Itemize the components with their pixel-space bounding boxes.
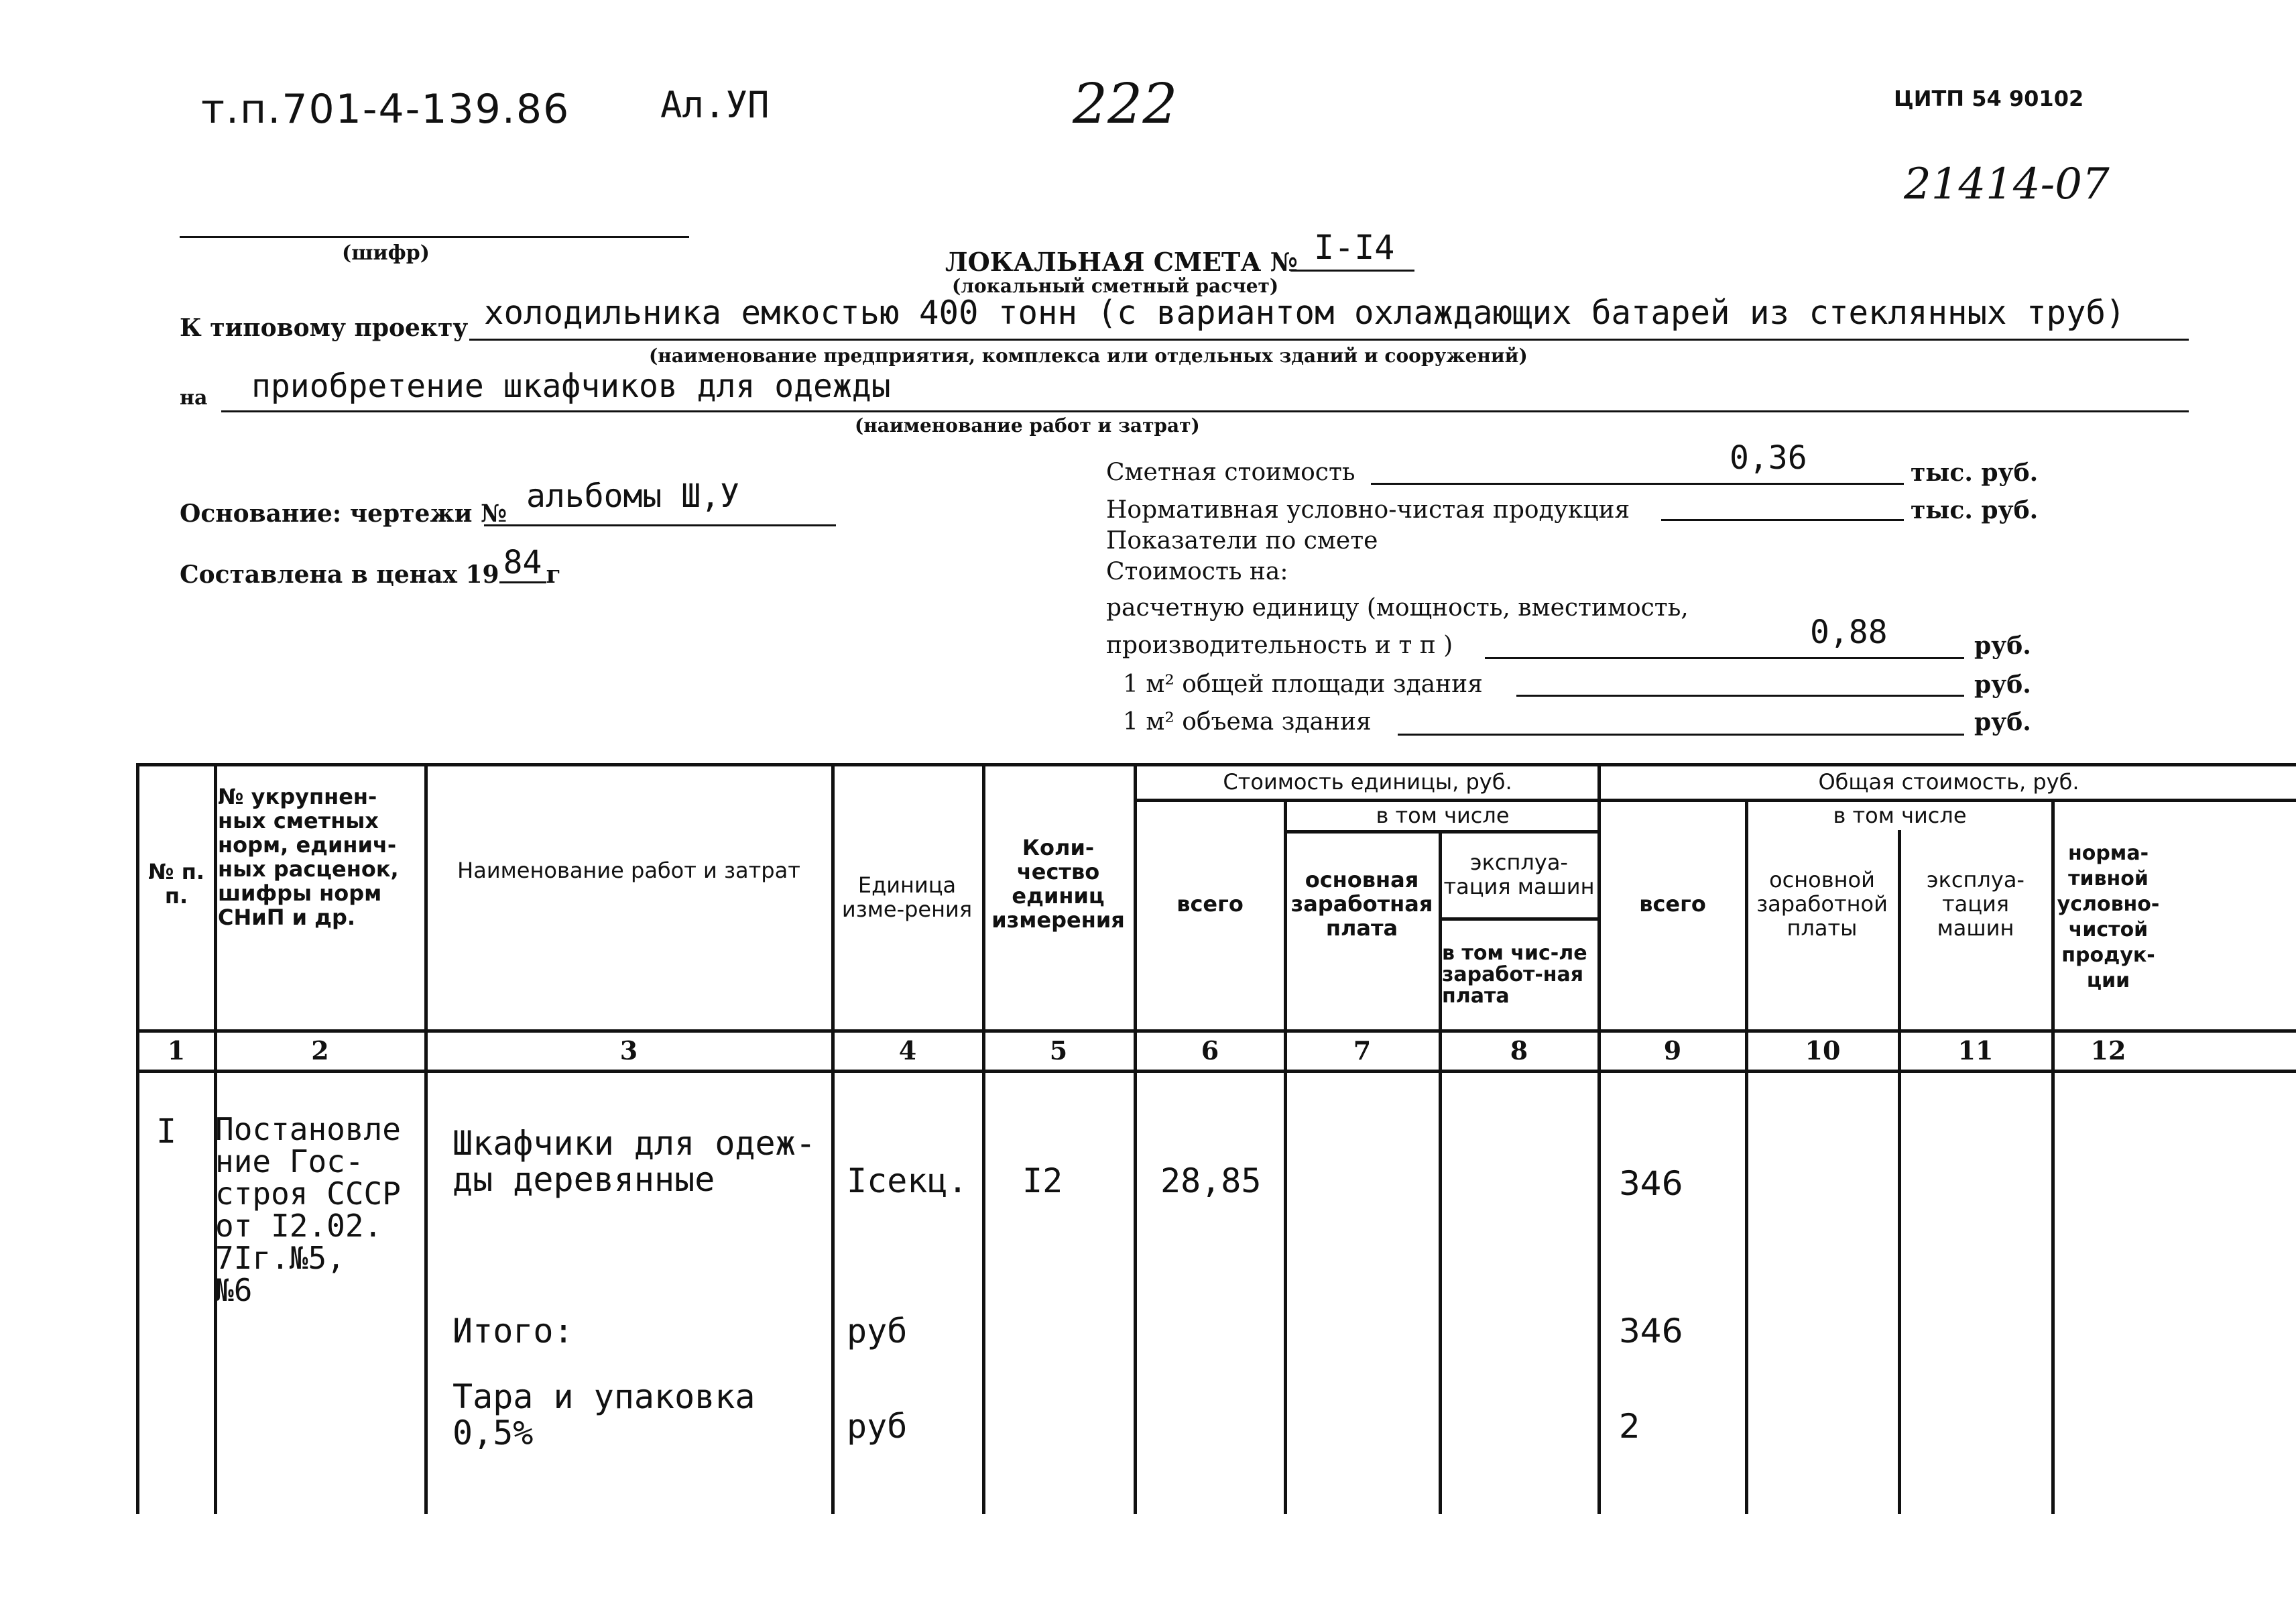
inventory-number: 21414-07 bbox=[1904, 160, 2110, 209]
prices-label bbox=[180, 544, 561, 593]
col-number-7: 7 bbox=[1353, 1035, 1372, 1066]
unit-value: 0,88 bbox=[1810, 614, 1888, 651]
col-number-6: 6 bbox=[1201, 1035, 1219, 1066]
col-number-3: 3 bbox=[619, 1035, 638, 1066]
row1-quantity: I2 bbox=[1022, 1161, 1063, 1200]
cipher-caption: (шифр) bbox=[342, 241, 430, 265]
col-number-5: 5 bbox=[1049, 1035, 1068, 1066]
page-number: 222 bbox=[1073, 72, 1178, 136]
packing-name: Тара и упаковка 0,5% bbox=[452, 1377, 756, 1452]
packing-total: 2 bbox=[1619, 1407, 1640, 1446]
col-number-1: 1 bbox=[167, 1035, 186, 1066]
normative-label: Нормативная условно-чистая продукция bbox=[1106, 496, 1630, 524]
basis-line bbox=[484, 524, 836, 526]
volume-line bbox=[1398, 734, 1964, 736]
col-number-4: 4 bbox=[898, 1035, 917, 1066]
header-unit-cost-group: Стоимость единицы, руб. bbox=[1223, 769, 1512, 795]
album-label: Ал.УП bbox=[660, 84, 770, 126]
project-caption: (наименование предприятия, комплекса или отдельных зданий и сооружений) bbox=[649, 345, 1528, 367]
project-code: т.п.701-4-139.86 bbox=[201, 86, 570, 133]
subtotal-unit: руб bbox=[847, 1312, 908, 1351]
basis-value: альбомы Ш,У bbox=[526, 477, 739, 515]
header-total-cost-group: Общая стоимость, руб. bbox=[1818, 769, 2079, 795]
prices-label-start: Составлена в ценах 19 bbox=[180, 561, 499, 589]
row1-norm: Постановле ние Гос- строя СССР от I2.02. 7Iг.№5, №6 bbox=[215, 1111, 401, 1308]
indicators-label: Показатели по смете bbox=[1106, 527, 1378, 555]
subtotal-name: Итого: bbox=[452, 1312, 574, 1351]
area-label: 1 м² общей площади здания bbox=[1123, 671, 1483, 698]
prices-year: 84 bbox=[499, 544, 546, 583]
header-quantity: Коли-чество единиц измерения bbox=[991, 835, 1125, 933]
estimate-table bbox=[136, 763, 2296, 1514]
project-line bbox=[469, 339, 2189, 341]
row1-unit-total: 28,85 bbox=[1160, 1161, 1262, 1200]
works-value: приобретение шкафчиков для одежды bbox=[251, 367, 891, 405]
header-row-number: № п. п. bbox=[148, 859, 204, 909]
estimated-cost-line bbox=[1371, 483, 1904, 485]
normative-line bbox=[1661, 519, 1904, 521]
area-rub: руб. bbox=[1974, 671, 2031, 699]
estimated-cost-unit: тыс. руб. bbox=[1911, 459, 2039, 487]
works-caption: (наименование работ и затрат) bbox=[855, 414, 1200, 437]
header-machine-op: эксплуа-тация машин bbox=[1443, 850, 1595, 899]
header-unit-all: всего bbox=[1176, 891, 1244, 917]
prices-label-end: г bbox=[546, 561, 561, 589]
header-norm: № укрупнен-ных сметных норм, единич-ных расценок, шифры норм СНиП и др. bbox=[218, 784, 399, 930]
normative-unit: тыс. руб. bbox=[1911, 496, 2039, 524]
volume-label: 1 м² объема здания bbox=[1123, 708, 1372, 736]
col-number-12: 12 bbox=[2090, 1035, 2126, 1066]
registry-code: ЦИТП 54 90102 bbox=[1894, 86, 2084, 111]
col-number-8: 8 bbox=[1510, 1035, 1528, 1066]
project-label: К типовому проекту bbox=[180, 314, 469, 342]
estimate-title: ЛОКАЛЬНАЯ СМЕТА № bbox=[945, 247, 1298, 277]
unit-label-line1: расчетную единицу (мощность, вместимость, bbox=[1106, 594, 1689, 622]
estimate-subcaption: (локальный сметный расчет) bbox=[952, 275, 1279, 297]
row1-total: 346 bbox=[1619, 1164, 1683, 1203]
col-rule-10 bbox=[1898, 830, 1901, 1514]
row1-unit: Iсекц. bbox=[847, 1161, 968, 1200]
header-base-wage: основная заработная плата bbox=[1290, 867, 1433, 941]
col-rule-3 bbox=[831, 763, 835, 1514]
row1-number: I bbox=[156, 1112, 177, 1151]
estimated-cost-value: 0,36 bbox=[1730, 439, 1807, 477]
basis-label: Основание: чертежи № bbox=[180, 500, 507, 528]
unit-rub: руб. bbox=[1974, 632, 2031, 660]
packing-unit: руб bbox=[847, 1407, 908, 1446]
works-line bbox=[221, 410, 2189, 412]
unit-value-line bbox=[1485, 657, 1964, 659]
header-bottom-rule bbox=[136, 1029, 2296, 1033]
col-number-2: 2 bbox=[311, 1035, 329, 1066]
machine-op-rule bbox=[1439, 917, 1597, 921]
numbers-bottom-rule bbox=[136, 1070, 2296, 1073]
header-machine-wage: в том чис-ле заработ-ная плата bbox=[1442, 941, 1587, 1008]
header-normative: норма-тивной условно-чистой продук-ции bbox=[2057, 842, 2160, 992]
header-name: Наименование работ и затрат bbox=[457, 858, 800, 883]
unit-label-line2: производительность и т п ) bbox=[1106, 632, 1453, 659]
cipher-line bbox=[180, 236, 689, 238]
header-total-including: в том числе bbox=[1833, 803, 1967, 828]
col-rule-4 bbox=[982, 763, 985, 1514]
row1-name: Шкафчики для одеж- ды деревянные bbox=[452, 1124, 816, 1199]
project-value: холодильника емкостью 400 тонн (с вариантом охлаждающих батарей из стеклянных труб) bbox=[484, 294, 2126, 332]
col-number-9: 9 bbox=[1663, 1035, 1682, 1066]
header-total-all: всего bbox=[1639, 891, 1706, 917]
col-number-11: 11 bbox=[1957, 1035, 1994, 1066]
estimated-cost-label: Сметная стоимость bbox=[1106, 459, 1355, 486]
col-rule-0 bbox=[136, 763, 139, 1514]
header-unit-including: в том числе bbox=[1376, 803, 1510, 828]
estimate-number: I-I4 bbox=[1314, 228, 1395, 267]
estimate-number-line bbox=[1290, 270, 1414, 272]
col-rule-2 bbox=[424, 763, 428, 1514]
area-line bbox=[1516, 695, 1964, 697]
header-unit: Единица изме-рения bbox=[841, 872, 973, 922]
header-machine-op-2: эксплуа-тация машин bbox=[1927, 867, 2025, 941]
col-rule-5 bbox=[1134, 763, 1137, 1514]
header-base-wages-pl: основной заработной платы bbox=[1756, 867, 1888, 941]
col-number-10: 10 bbox=[1805, 1035, 1841, 1066]
subtotal-total: 346 bbox=[1619, 1312, 1683, 1351]
cost-on-label: Стоимость на: bbox=[1106, 558, 1288, 585]
works-label: на bbox=[180, 386, 208, 410]
volume-rub: руб. bbox=[1974, 708, 2031, 736]
col-rule-8 bbox=[1597, 763, 1601, 1514]
